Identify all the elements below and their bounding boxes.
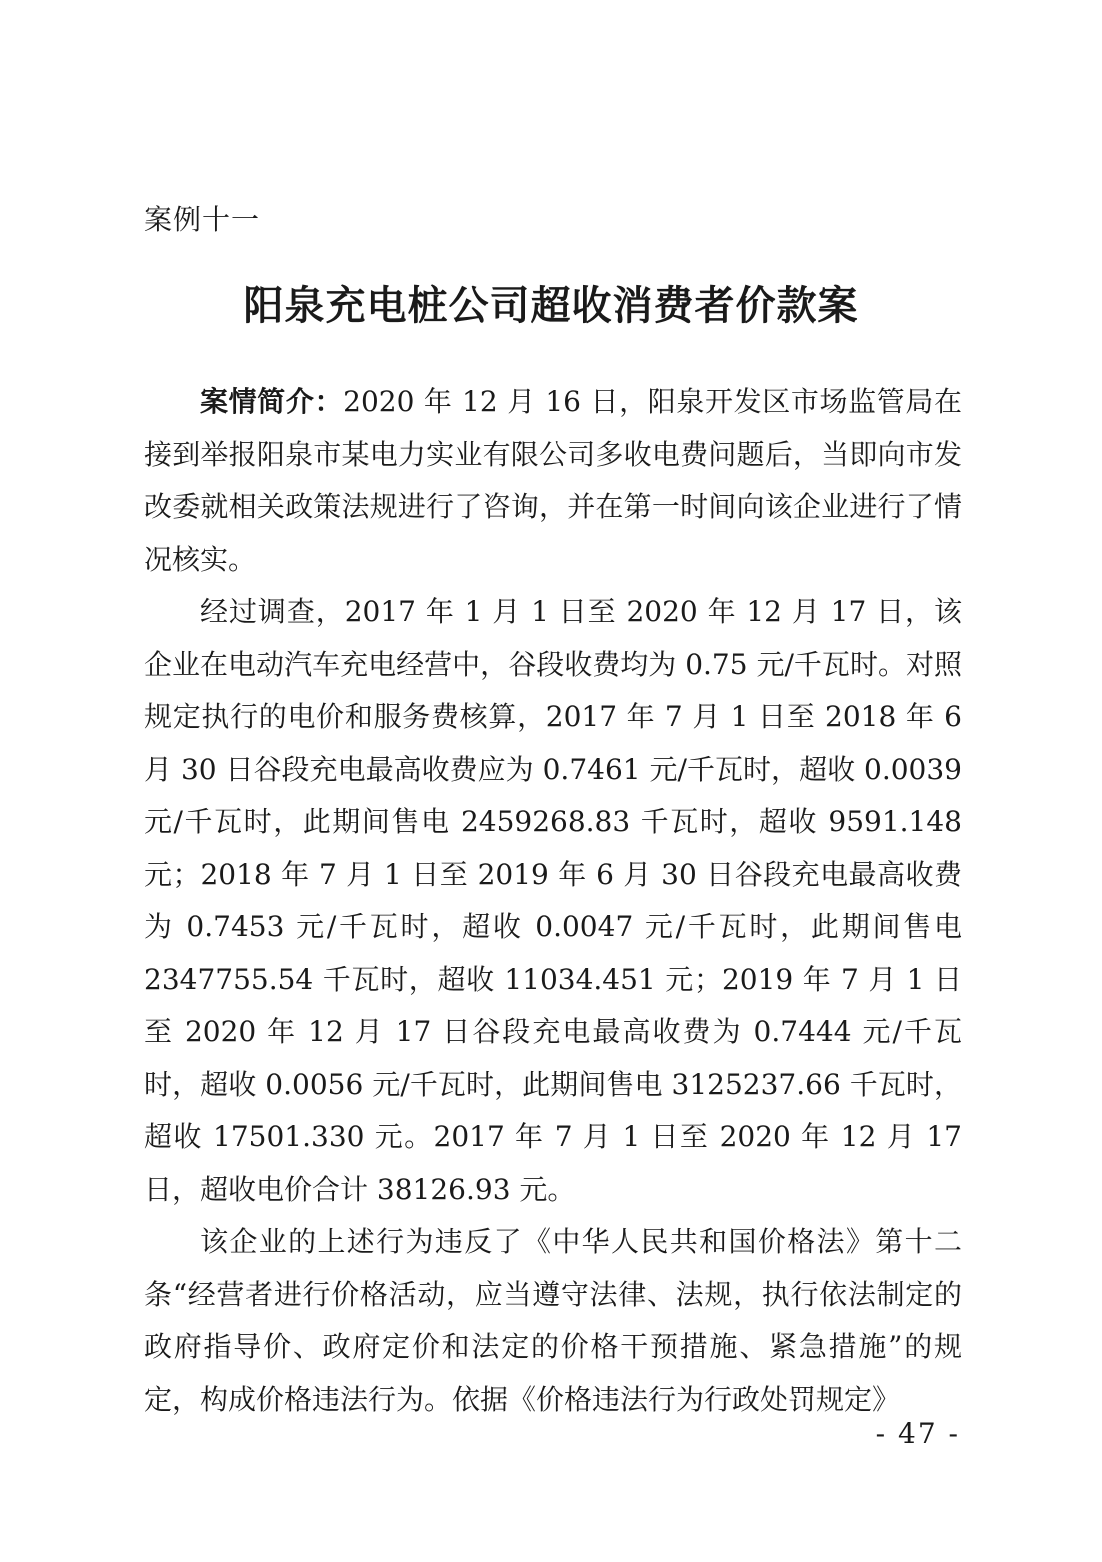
case-label: 案例十一 bbox=[144, 203, 261, 236]
summary-text: 2020 年 12 月 16 日，阳泉开发区市场监管局在接到举报阳泉市某电力实业有限公司多收电费问题后，当即向市发改委就相关政策法规进行了咨询，并在第一时间向该企业进行了情况核实。 bbox=[144, 385, 962, 576]
investigation-text: 经过调查，2017 年 1 月 1 日至 2020 年 12 月 17 日，该企业在电动汽车充电经营中，谷段收费均为 0.75 元/千瓦时。对照规定执行的电价和服务费核算，2017 年 7 月 1 日至 2018 年 6 月 30 日谷段充电最高收费应为 0.7461 元/千瓦时，超收 0.0039 元/千瓦时，此期间售电 2459268.83 千瓦时，超收 9591.148 元；2018 年 7 月 1 日至 2019 年 6 月 30 日谷段充电最高收费为 0.7453 元/千瓦时，超收 0.0047 元/千瓦时，此期间售电 2347755.54 千瓦时，超收 11034.451 元；2019 年 7 月 1 日至 2020 年 12 月 17 日谷段充电最高收费为 0.7444 元/千瓦时，超收 0.0056 元/千瓦时，此期间售电 3125237.66 千瓦时，超收 17501.330 元。2017 年 7 月 1 日至 2020 年 12 月 17 日，超收电价合计 38126.93 元。 bbox=[144, 595, 962, 1206]
paragraph-summary bbox=[144, 376, 962, 586]
page-number: - 47 - bbox=[875, 1417, 960, 1450]
summary-lead-label: 案情简介： bbox=[200, 385, 344, 418]
violation-text: 该企业的上述行为违反了《中华人民共和国价格法》第十二条“经营者进行价格活动，应当遵守法律、法规，执行依法制定的政府指导价、政府定价和法定的价格干预措施、紧急措施”的规定，构成价格违法行为。依据《价格违法行为行政处罚规定》 bbox=[144, 1225, 962, 1416]
body-text bbox=[144, 376, 962, 1426]
paragraph-investigation bbox=[144, 586, 962, 1216]
paragraph-violation bbox=[144, 1216, 962, 1426]
document-title: 阳泉充电桩公司超收消费者价款案 bbox=[243, 282, 859, 329]
